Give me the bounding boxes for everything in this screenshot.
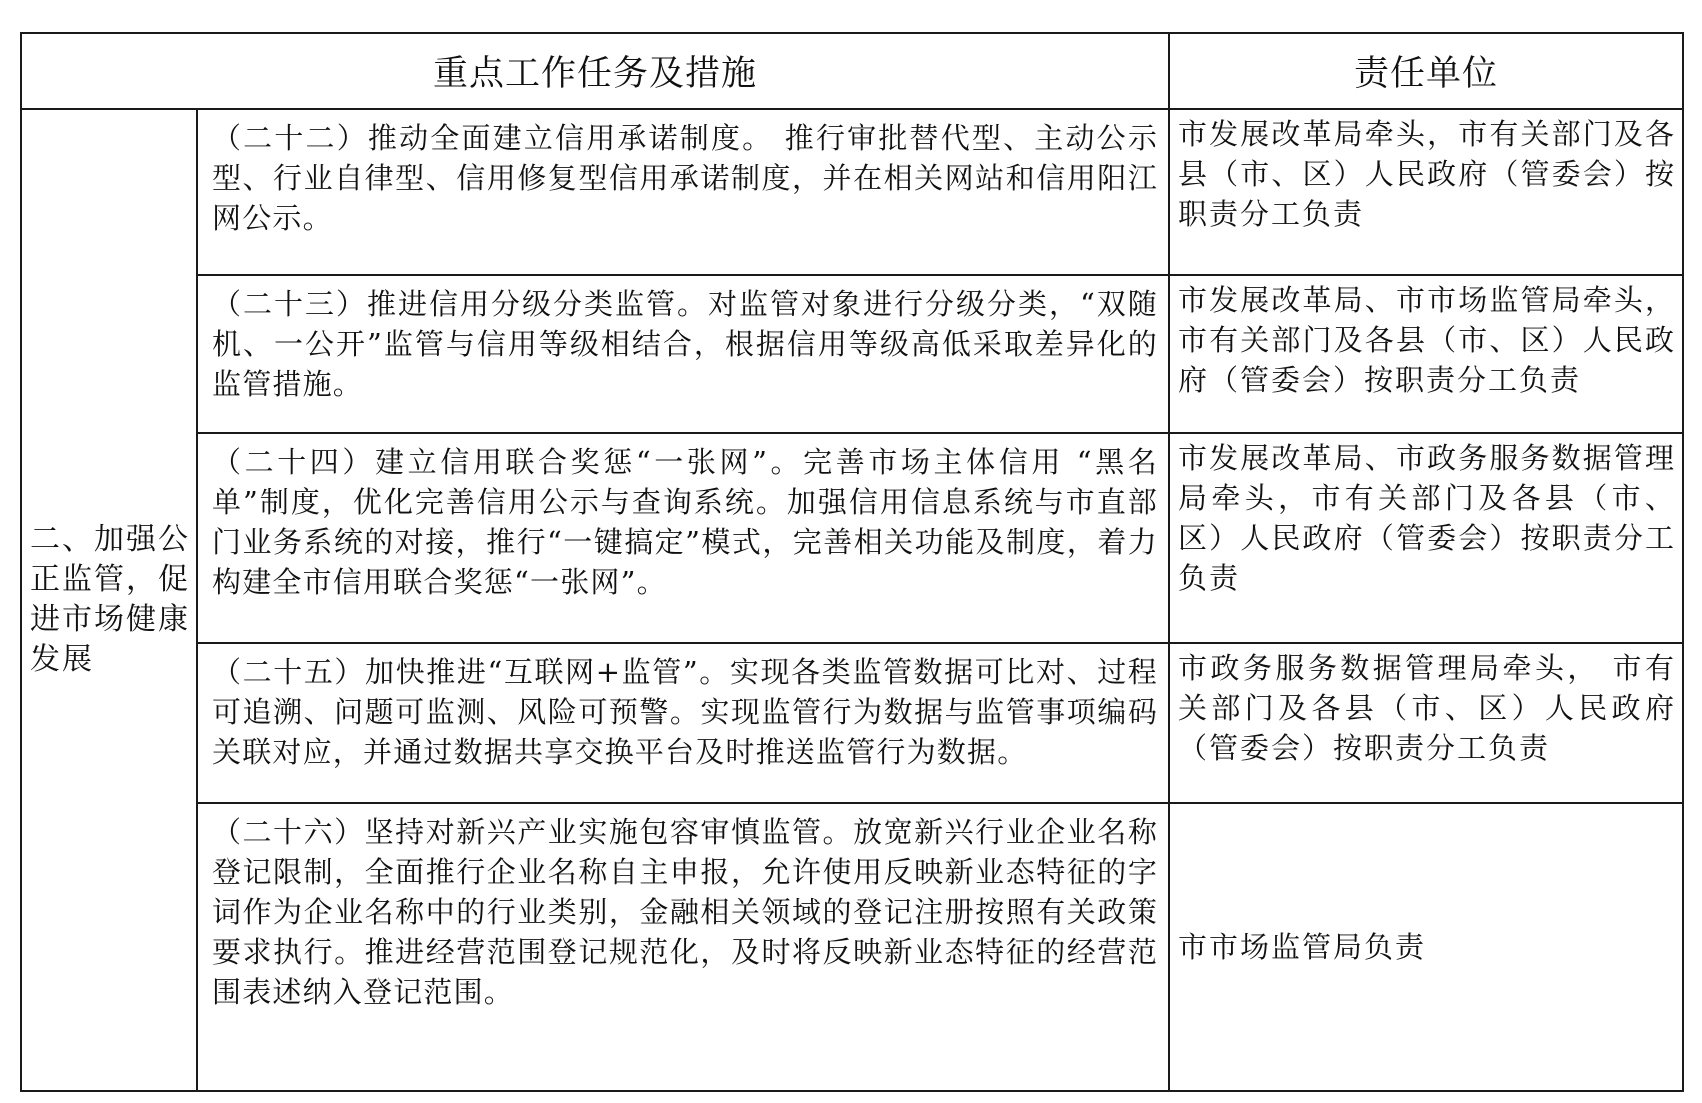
task-cell: （二十六）坚持对新兴产业实施包容审慎监管。放宽新兴行业企业名称登记限制，全面推行企业名称自主申报，允许使用反映新业态特征的字词作为企业名称中的行业类别，金融相关领域的登记注册按照有关政策要求执行。推进经营范围登记规范化，及时将反映新业态特征的经营范围表述纳入登记范围。 xyxy=(197,803,1169,1091)
table-row xyxy=(21,643,1683,803)
table-row xyxy=(21,803,1683,1091)
category-cell: 二、加强公正监管，促进市场健康发展 xyxy=(21,109,197,1091)
task-column-header: 重点工作任务及措施 xyxy=(21,33,1169,109)
responsibility-cell: 市政务服务数据管理局牵头， 市有关部门及各县（市、区）人民政府（管委会）按职责分工负责 xyxy=(1169,643,1683,803)
task-cell: （二十二）推动全面建立信用承诺制度。 推行审批替代型、主动公示型、行业自律型、信用修复型信用承诺制度，并在相关网站和信用阳江网公示。 xyxy=(197,109,1169,275)
header-row xyxy=(21,33,1683,109)
measures-table xyxy=(20,32,1684,1092)
table-row xyxy=(21,109,1683,275)
task-cell: （二十四）建立信用联合奖惩“一张网”。完善市场主体信用 “黑名单”制度，优化完善信用公示与查询系统。加强信用信息系统与市直部门业务系统的对接，推行“一键搞定”模式，完善相关功能及制度，着力构建全市信用联合奖惩“一张网”。 xyxy=(197,433,1169,643)
table-row xyxy=(21,275,1683,433)
responsibility-cell: 市发展改革局、市政务服务数据管理局牵头，市有关部门及各县（市、区）人民政府（管委会）按职责分工负责 xyxy=(1169,433,1683,643)
task-cell: （二十三）推进信用分级分类监管。对监管对象进行分级分类，“双随机、一公开”监管与信用等级相结合，根据信用等级高低采取差异化的监管措施。 xyxy=(197,275,1169,433)
responsibility-cell: 市发展改革局、市市场监管局牵头，市有关部门及各县（市、区）人民政府（管委会）按职责分工负责 xyxy=(1169,275,1683,433)
responsibility-column-header: 责任单位 xyxy=(1169,33,1683,109)
task-cell: （二十五）加快推进“互联网+监管”。实现各类监管数据可比对、过程可追溯、问题可监测、风险可预警。实现监管行为数据与监管事项编码关联对应，并通过数据共享交换平台及时推送监管行为数据。 xyxy=(197,643,1169,803)
responsibility-cell: 市发展改革局牵头，市有关部门及各县（市、区）人民政府（管委会）按职责分工负责 xyxy=(1169,109,1683,275)
responsibility-cell: 市市场监管局负责 xyxy=(1169,803,1683,1091)
table-row xyxy=(21,433,1683,643)
